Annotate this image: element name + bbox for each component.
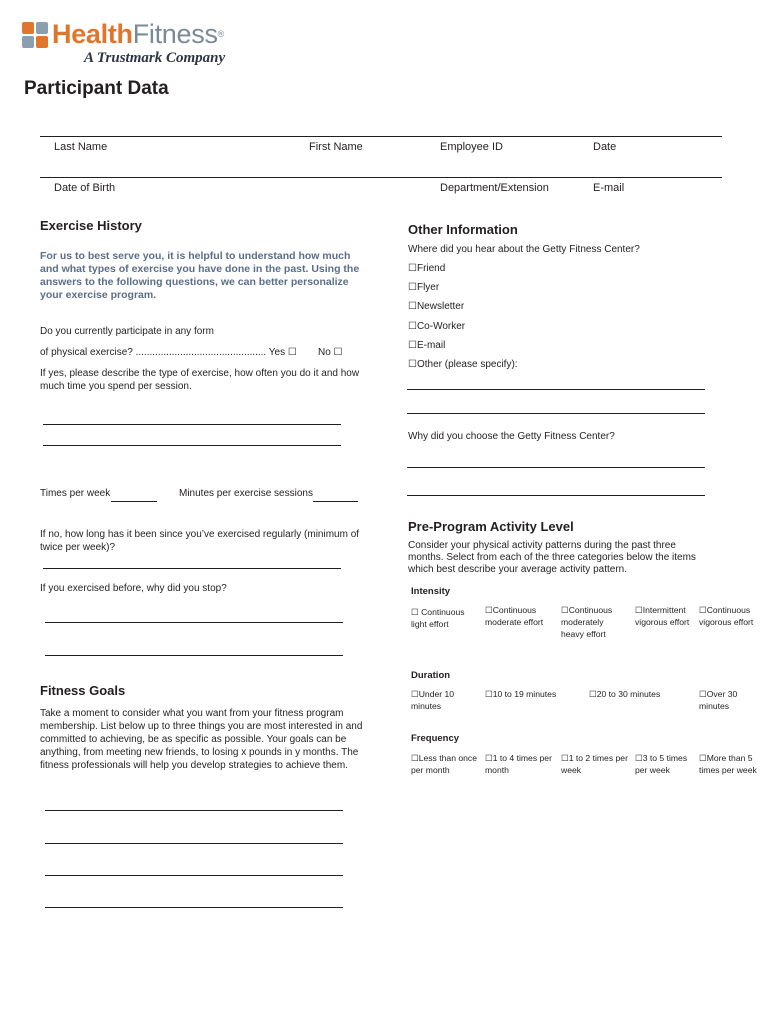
field-row-top-rule [40, 136, 722, 137]
email-field[interactable]: E-mail [593, 182, 625, 194]
frequency-less-than-once-checkbox[interactable]: ☐Less than once per month [411, 753, 477, 775]
employee-id-field[interactable]: Employee ID [440, 141, 503, 153]
brand-tagline: A Trustmark Company [84, 50, 226, 66]
fitness-goals-heading: Fitness Goals [40, 683, 126, 698]
current-exercise-no-checkbox[interactable]: No ☐ [318, 347, 343, 358]
date-of-birth-field[interactable]: Date of Birth [54, 182, 116, 194]
current-exercise-yes-checkbox[interactable]: of physical exercise? ............................................... Yes ☐ [40, 347, 297, 358]
brand-name-health: Health [52, 19, 133, 49]
duration-label: Duration [411, 670, 451, 681]
hear-coworker-checkbox[interactable]: ☐Co-Worker [408, 321, 466, 332]
intensity-continuous-vigorous-checkbox[interactable]: ☐Continuous vigorous effort [699, 605, 754, 627]
other-information-heading: Other Information [408, 222, 518, 237]
why-stop-answer-line-2[interactable] [45, 655, 343, 656]
times-per-week-label: Times per week [40, 488, 111, 499]
why-choose-answer-line-1[interactable] [407, 467, 705, 468]
intensity-light-checkbox[interactable]: ☐ Continuous light effort [411, 607, 465, 629]
intensity-moderate-checkbox[interactable]: ☐Continuous moderate effort [485, 605, 544, 627]
hear-other-answer-line-1[interactable] [407, 389, 705, 390]
frequency-1-to-2-week-checkbox[interactable]: ☐1 to 2 times per week [561, 753, 628, 775]
last-name-field[interactable]: Last Name [54, 141, 108, 153]
times-per-week-input[interactable] [111, 501, 157, 502]
frequency-label: Frequency [411, 733, 460, 744]
hear-flyer-checkbox[interactable]: ☐Flyer [408, 282, 440, 293]
why-stop-question: If you exercised before, why did you stop? [40, 583, 227, 594]
exercise-history-intro: For us to best serve you, it is helpful to understand how much and what types of exercise you have done in the past. Using the answers to the following questions, we can better personalize your exercise program. [40, 250, 360, 301]
first-name-field[interactable]: First Name [309, 141, 363, 153]
exercise-history-heading: Exercise History [40, 218, 142, 233]
time-since-exercise-answer-line[interactable] [43, 568, 341, 569]
hear-email-checkbox[interactable]: ☐E-mail [408, 340, 446, 351]
document-title: Participant Data [24, 78, 169, 99]
duration-10-to-19-checkbox[interactable]: ☐10 to 19 minutes [485, 689, 557, 699]
duration-over-30-checkbox[interactable]: ☐Over 30 minutes [699, 689, 738, 711]
frequency-1-to-4-month-checkbox[interactable]: ☐1 to 4 times per month [485, 753, 552, 775]
current-exercise-question: Do you currently participate in any form [40, 326, 214, 337]
exercise-describe-answer-line-1[interactable] [43, 424, 341, 425]
minutes-per-session-label: Minutes per exercise sessions [179, 488, 313, 499]
why-choose-answer-line-2[interactable] [407, 495, 705, 496]
field-row-middle-rule [40, 177, 722, 178]
frequency-more-than-5-checkbox[interactable]: ☐More than 5 times per week [699, 753, 757, 775]
department-field[interactable]: Department/Extension [440, 182, 549, 194]
minutes-per-session-input[interactable] [313, 501, 358, 502]
activity-level-heading: Pre-Program Activity Level [408, 519, 574, 534]
goal-answer-line-1[interactable] [45, 810, 343, 811]
why-choose-question: Why did you choose the Getty Fitness Center? [408, 431, 615, 442]
duration-under-10-checkbox[interactable]: ☐Under 10 minutes [411, 689, 455, 711]
date-field[interactable]: Date [593, 141, 617, 153]
why-stop-answer-line-1[interactable] [45, 622, 343, 623]
brand-logo [52, 18, 224, 50]
duration-20-to-30-checkbox[interactable]: ☐20 to 30 minutes [589, 689, 661, 699]
fitness-goals-text: Take a moment to consider what you want from your fitness program membership. List below up to three things you are most interested in and committed to achieving, be as specific as possible. Your goals can be anything, from meeting new friends, to losing x pounds in y months. The fitness professionals will help you develop strategies to achieve them. [40, 708, 363, 771]
goal-answer-line-4[interactable] [45, 907, 343, 908]
goal-answer-line-2[interactable] [45, 843, 343, 844]
goal-answer-line-3[interactable] [45, 875, 343, 876]
hear-newsletter-checkbox[interactable]: ☐Newsletter [408, 301, 465, 312]
hear-other-answer-line-2[interactable] [407, 413, 705, 414]
exercise-describe-answer-line-2[interactable] [43, 445, 341, 446]
intensity-label: Intensity [411, 586, 451, 597]
hear-about-question: Where did you hear about the Getty Fitness Center? [408, 244, 640, 255]
registered-mark: ® [217, 29, 224, 39]
exercise-describe-question: If yes, please describe the type of exercise, how often you do it and how much time you spend per session. [40, 368, 360, 392]
health-fitness-logo-icon [22, 22, 48, 48]
brand-name-fitness: Fitness [132, 19, 218, 49]
time-since-exercise-question: If no, how long has it been since you’ve exercised regularly (minimum of twice per week)? [40, 529, 360, 553]
intensity-intermittent-vigorous-checkbox[interactable]: ☐Intermittent vigorous effort [635, 605, 690, 627]
hear-friend-checkbox[interactable]: ☐Friend [408, 263, 446, 274]
hear-other-checkbox[interactable]: ☐Other (please specify): [408, 359, 518, 370]
intensity-moderately-heavy-checkbox[interactable]: ☐Continuous moderately heavy effort [561, 605, 613, 639]
frequency-3-to-5-week-checkbox[interactable]: ☐3 to 5 times per week [635, 753, 688, 775]
activity-level-intro: Consider your physical activity patterns during the past three months. Select from each of the three categories below the items which best describe your average activity pattern. [408, 540, 696, 575]
